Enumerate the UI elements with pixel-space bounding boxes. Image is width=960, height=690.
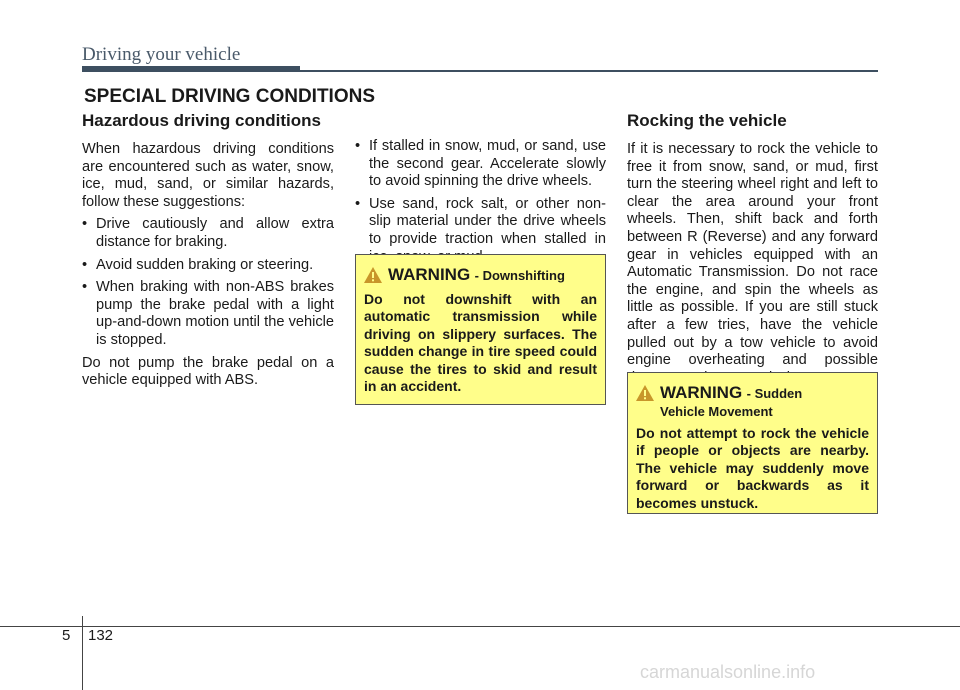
- section-title: SPECIAL DRIVING CONDITIONS: [84, 86, 376, 107]
- warning-subtitle: - Sudden: [746, 386, 803, 401]
- column-middle: [355, 138, 606, 271]
- rocking-heading: Rocking the vehicle: [627, 111, 787, 130]
- header-rule: [300, 70, 878, 72]
- footer-divider: [82, 616, 83, 690]
- column-right: [627, 110, 878, 392]
- list-item: • Use sand, rock salt, or other non-slip material under the drive wheels to provide traction when stalled in: [355, 196, 606, 266]
- warning-subtitle: - Downshifting: [474, 268, 565, 283]
- footer-rule: [0, 626, 960, 627]
- column-left: [82, 110, 334, 395]
- hazardous-intro: When hazardous driving conditions are encountered such as water, snow, ice, mud, sand, or similar hazards, follow these suggestions:: [82, 141, 334, 210]
- list-item: • Drive cautiously and allow extra distance for braking.: [82, 216, 334, 251]
- warning-label: WARNING: [660, 383, 743, 402]
- rocking-body: If it is necessary to rock the vehicle to free it from snow, sand, or mud, first turn the steering wheel right and left to clear the area around your front wheels. Then, shift back and forth between R (Reverse) and any forward gear in vehicles equipped with an Automatic Transmission. Do not race the engine, and spin the wheels as little as possible. If you are still stuck after a few tries, have the vehicle pulled out by a tow vehicle to avoid engine overheating and possible: [627, 141, 878, 369]
- warning-triangle-icon: [636, 385, 654, 401]
- header-bar: [82, 66, 300, 72]
- chapter-title: Driving your vehicle: [82, 44, 241, 65]
- warning-triangle-icon: [364, 267, 382, 283]
- warning-label: WARNING: [388, 265, 471, 284]
- warning-subtitle-line2: Vehicle Movement: [660, 404, 773, 419]
- hazardous-heading: Hazardous driving conditions: [82, 111, 321, 130]
- chapter-number: 5: [62, 627, 71, 644]
- list-item: • When braking with non-ABS brakes pump the brake pedal with a light up-and-down motion until the vehicle is stopped.: [82, 279, 334, 349]
- warning-header: [364, 265, 597, 285]
- warning-box-sudden-movement: [627, 372, 878, 514]
- warning-body: Do not attempt to rock the vehicle if people or objects are nearby. The vehicle may suddenly move forward or backwards as it becomes unstuck.: [636, 425, 869, 511]
- watermark: carmanualsonline.info: [640, 662, 816, 682]
- warning-box-downshifting: [355, 254, 606, 405]
- page-number: 132: [88, 627, 114, 644]
- warning-header: [636, 383, 869, 403]
- list-item: • If stalled in snow, mud, or sand, use the second gear. Accelerate slowly to avoid spinning the drive wheels.: [355, 138, 606, 191]
- hazardous-closing: Do not pump the brake pedal on a vehicle equipped with ABS.: [82, 354, 334, 389]
- list-item: • Avoid sudden braking or steering.: [82, 257, 334, 275]
- warning-body: Do not downshift with an automatic transmission while driving on slippery surfaces. The sudden change in tire speed could cause the tires to skid and result in an accident.: [364, 291, 597, 395]
